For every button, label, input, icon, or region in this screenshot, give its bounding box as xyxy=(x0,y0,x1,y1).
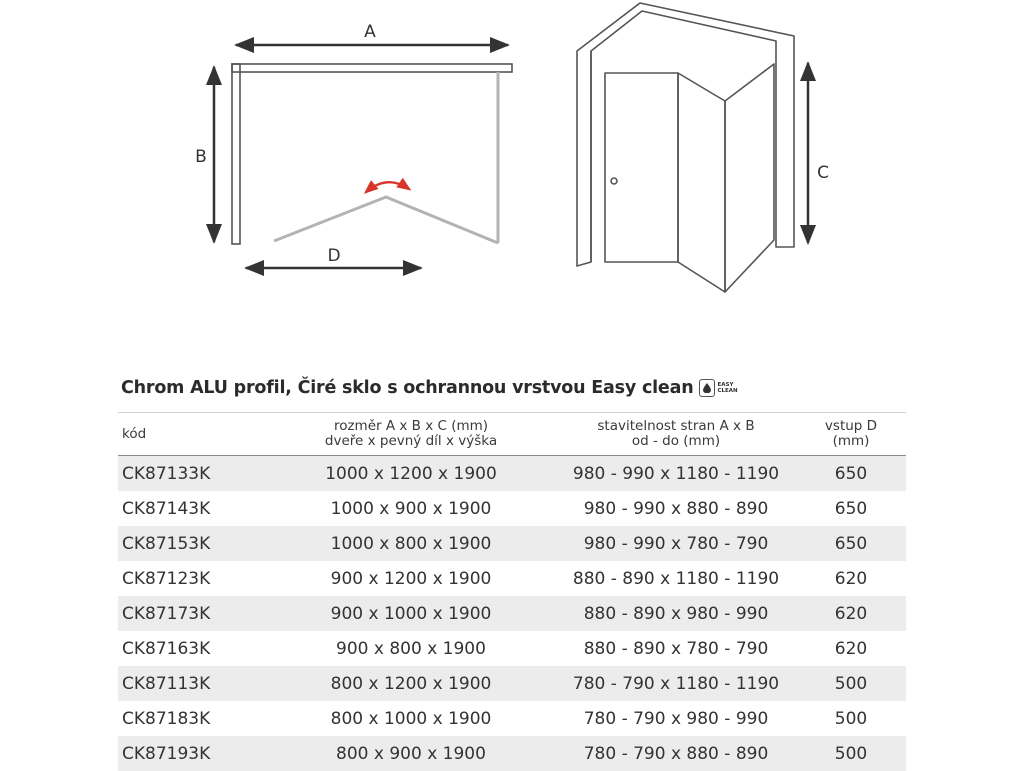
cell-entry: 620 xyxy=(834,568,868,589)
cell-size: 900 x 1200 x 1900 xyxy=(330,568,492,589)
door-panel xyxy=(605,73,678,262)
swing-arrow-icon xyxy=(366,182,409,192)
folding-door-panels xyxy=(274,197,498,243)
table-header-row xyxy=(118,413,906,456)
table-row xyxy=(118,736,906,771)
cell-entry: 500 xyxy=(834,708,868,729)
dimension-b-label: B xyxy=(195,147,207,167)
dimension-d-label: D xyxy=(327,246,341,266)
table-row xyxy=(118,631,906,666)
water-drop-icon xyxy=(699,379,715,397)
dimension-c-label: C xyxy=(817,163,829,183)
cell-adjust: 980 - 990 x 880 - 890 xyxy=(583,498,769,519)
cell-adjust: 980 - 990 x 1180 - 1190 xyxy=(556,456,796,492)
badge-text-easy: EASY xyxy=(717,382,734,388)
cell-code: CK87133K xyxy=(118,456,266,492)
table-row xyxy=(118,596,906,631)
cell-entry: 620 xyxy=(796,596,906,631)
cell-size: 900 x 800 x 1900 xyxy=(336,638,486,659)
cell-code: CK87163K xyxy=(122,638,211,659)
cell-entry: 620 xyxy=(834,638,868,659)
table-row xyxy=(118,701,906,736)
header-entry-line1: vstup D xyxy=(824,418,878,434)
cell-adjust: 780 - 790 x 980 - 990 xyxy=(583,708,769,729)
cell-code: CK87113K xyxy=(118,666,266,701)
table-row xyxy=(118,491,906,526)
cell-size: 900 x 1000 x 1900 xyxy=(266,596,556,631)
cell-adjust: 880 - 890 x 1180 - 1190 xyxy=(572,568,780,589)
header-entry-line2: (mm) xyxy=(832,433,870,449)
cell-size: 800 x 1200 x 1900 xyxy=(266,666,556,701)
shower-diagram xyxy=(0,0,1024,340)
door-fold-panel xyxy=(678,73,725,292)
cell-code: CK87143K xyxy=(122,498,211,519)
cell-code: CK87153K xyxy=(118,526,266,561)
cell-entry: 500 xyxy=(796,666,906,701)
table-row xyxy=(118,456,906,492)
badge-text-clean: CLEAN xyxy=(717,388,738,394)
cell-entry: 650 xyxy=(796,526,906,561)
header-adjust xyxy=(556,413,796,456)
cell-adjust: 880 - 890 x 980 - 990 xyxy=(556,596,796,631)
dimension-a-label: A xyxy=(364,22,376,42)
wall-profile xyxy=(232,64,512,244)
cell-code: CK87183K xyxy=(122,708,211,729)
section-title: Chrom ALU profil, Čiré sklo s ochrannou vrstvou Easy clean xyxy=(121,378,694,398)
header-code: kód xyxy=(118,413,266,456)
spec-table xyxy=(118,412,906,771)
cell-adjust: 980 - 990 x 780 - 790 xyxy=(556,526,796,561)
table-row xyxy=(118,526,906,561)
cell-code: CK87193K xyxy=(118,736,266,771)
door-handle xyxy=(611,178,617,184)
header-adjust-line2: od - do (mm) xyxy=(631,433,721,449)
header-size xyxy=(266,413,556,456)
easy-clean-badge xyxy=(699,379,737,397)
cell-size: 1000 x 900 x 1900 xyxy=(330,498,492,519)
cell-code: CK87173K xyxy=(118,596,266,631)
cell-entry: 650 xyxy=(796,456,906,492)
cell-size: 1000 x 800 x 1900 xyxy=(266,526,556,561)
cell-size: 1000 x 1200 x 1900 xyxy=(266,456,556,492)
perspective-view xyxy=(577,3,829,292)
cell-adjust: 880 - 890 x 780 - 790 xyxy=(583,638,769,659)
cell-entry: 650 xyxy=(834,498,868,519)
header-entry xyxy=(796,413,906,456)
header-adjust-line1: stavitelnost stran A x B xyxy=(597,418,755,434)
cell-entry: 500 xyxy=(796,736,906,771)
plan-view xyxy=(195,22,512,268)
cell-code: CK87123K xyxy=(122,568,211,589)
table-row xyxy=(118,666,906,701)
cell-adjust: 780 - 790 x 1180 - 1190 xyxy=(556,666,796,701)
header-size-line2: dveře x pevný díl x výška xyxy=(324,433,498,449)
section-heading xyxy=(121,378,738,398)
back-wall xyxy=(577,3,794,266)
fixed-panel-3d xyxy=(725,64,774,292)
header-size-line1: rozměr A x B x C (mm) xyxy=(333,418,489,434)
cell-adjust: 780 - 790 x 880 - 890 xyxy=(556,736,796,771)
cell-size: 800 x 1000 x 1900 xyxy=(330,708,492,729)
table-row xyxy=(118,561,906,596)
cell-size: 800 x 900 x 1900 xyxy=(266,736,556,771)
